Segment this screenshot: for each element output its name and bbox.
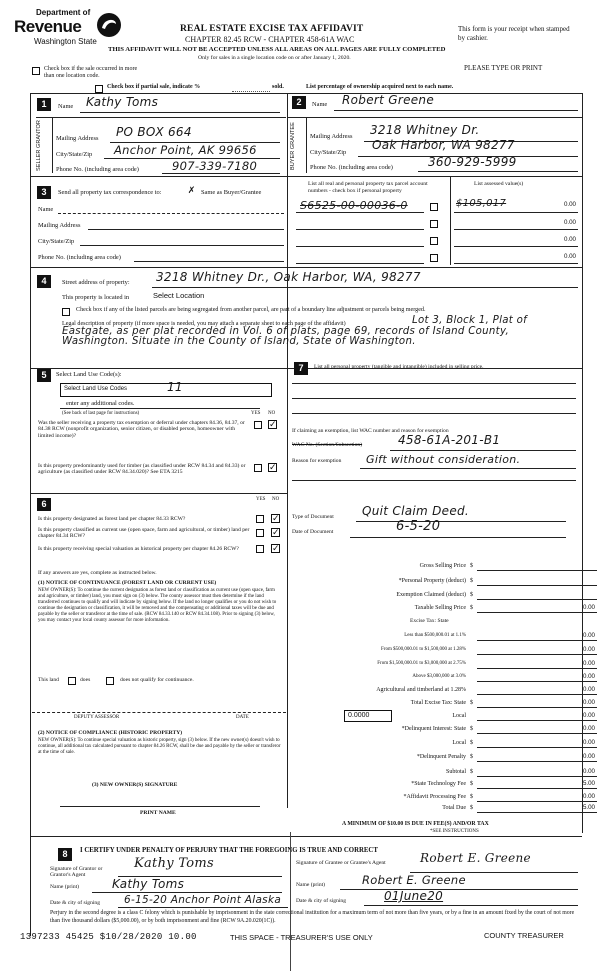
same-as-buyer-label: Same as Buyer/Grantee	[201, 189, 262, 196]
land-use-select-text: Select Land Use Codes	[64, 386, 128, 392]
this-land-label: This land	[38, 677, 59, 683]
tax-row-tech-fee: *State Technology Fee $ 5.00	[411, 780, 595, 787]
see-back-note: (See back of last page for instructions)	[62, 411, 140, 416]
tax-row-t4: Above $3,000,000 at 3.0% 0.00	[412, 673, 595, 680]
buyer-phone-label: Phone No. (including area code)	[310, 164, 393, 171]
section-6-number: 6	[37, 498, 51, 511]
tax-row-taxable[interactable]: Taxable Selling Price $ 0.00	[414, 604, 595, 611]
section-8-number: 8	[58, 848, 72, 861]
partial-sale-checkbox[interactable]	[95, 85, 103, 93]
document-date-label: Date of Document	[292, 529, 334, 535]
tax-row-total-excise: Total Excise Tax: State $ 0.00	[410, 699, 595, 706]
parcel-number[interactable]: S6525-00-00036-0	[300, 199, 408, 212]
tax-row-gross[interactable]: Gross Selling Price $	[289, 561, 599, 573]
tax-row-local: Local 0.00	[452, 712, 595, 719]
segregated-label: Check box if any of the listed parcels are being segregated from another parcel, are part of a boundary line adjustment or parcels being merged.	[76, 307, 426, 313]
buyer-name-label: Name	[312, 101, 328, 108]
land-use-select[interactable]	[60, 380, 272, 397]
assessed-value-1[interactable]: 0.00	[563, 201, 576, 208]
grantor-name[interactable]: Kathy Toms	[112, 877, 185, 891]
grantor-name-label: Name (print)	[50, 884, 80, 890]
partial-sold-label: sold.	[272, 84, 284, 90]
document-type[interactable]: Quit Claim Deed.	[362, 504, 470, 518]
deputy-assessor-label: DEPUTY ASSESSOR	[74, 715, 120, 720]
s6-no-header: NO	[272, 497, 280, 502]
s6-question-3: Is this property receiving special valuation as historical property per chapter 84.26 RCW?	[38, 546, 239, 552]
local-rate-input[interactable]: 0.0000	[344, 710, 392, 722]
land-use-label: Select Land Use Code(s):	[56, 371, 122, 378]
land-does-not-label: does not qualify for continuance.	[120, 677, 194, 683]
segregated-checkbox[interactable]	[62, 308, 70, 316]
tax-row-delinquent-interest: *Delinquent Interest: State $ 0.00	[401, 725, 595, 732]
grantor-signature-label: Signature of Grantor or Grantor's Agent	[50, 866, 103, 879]
seller-city-label: City/State/Zip	[56, 151, 93, 158]
deputy-date-label: DATE	[236, 715, 249, 720]
minimum-due-note: A MINIMUM OF $10.00 IS DUE IN FEE(S) AND/OR TAX	[342, 821, 489, 827]
assessed-value-4[interactable]: 0.00	[563, 253, 576, 260]
parcel-2-personal-checkbox[interactable]	[430, 220, 438, 228]
assessed-value-2[interactable]: 0.00	[563, 219, 576, 226]
tax-row-delinquent-penalty: *Delinquent Penalty $ 0.00	[416, 753, 595, 760]
tax-row-t5: Agricultural and timberland at 1.28% 0.00	[376, 686, 595, 693]
tax-row-subtotal: Subtotal $ 0.00	[445, 768, 595, 775]
wac-number[interactable]: 458-61A-201-B1	[398, 433, 501, 447]
buyer-phone[interactable]: 360-929-5999	[428, 155, 517, 169]
compliance-title: (2) NOTICE OF COMPLIANCE (HISTORIC PROPERTY)	[38, 730, 183, 736]
form-warning: THIS AFFIDAVIT WILL NOT BE ACCEPTED UNLESS ALL AREAS ON ALL PAGES ARE FULLY COMPLETED	[108, 46, 446, 53]
section-7-number: 7	[294, 362, 308, 375]
revenue-swirl-icon	[96, 12, 122, 38]
tax-row-exemption[interactable]: Exemption Claimed (deduct) $	[289, 590, 599, 602]
s5-q2-no[interactable]: ✓	[269, 463, 277, 473]
legal-label: Legal description of property (if more space is needed, you may attach a separate sheet to each page of the affidavit)	[62, 321, 346, 327]
personal-property-label: List all personal property (tangible and intangible) included in selling price.	[314, 364, 484, 370]
dept-line: Department of	[36, 8, 91, 17]
grantee-name-label: Name (print)	[296, 882, 326, 888]
s5-question-1: Was the seller receiving a property tax exemption or deferral under chapters 84.36, 84.37, or 84.38 RCW (nonprofit organization, senior citizen, or disabled person, homeowner with limited income)?	[38, 420, 245, 439]
s6-q1-yes[interactable]	[256, 515, 264, 523]
parcel-1-personal-checkbox[interactable]	[430, 203, 438, 211]
cashier-stamp: 1397233 45425 $10/28/2020 10.00	[20, 932, 197, 942]
wac-label: WAC No. (Section/Subsection)	[292, 442, 363, 448]
percentage-note: List percentage of ownership acquired next to each name.	[306, 84, 454, 90]
seller-side-label: SELLER GRANTOR	[36, 120, 42, 172]
type-or-print: PLEASE TYPE OR PRINT	[464, 64, 543, 72]
multi-location-checkbox[interactable]	[32, 67, 40, 75]
tax-row-t2: From $500,000.01 to $1,500,000 at 1.28% 0.00	[381, 646, 595, 653]
s5-q1-yes[interactable]	[254, 421, 262, 429]
land-does-not-checkbox[interactable]	[106, 677, 114, 685]
s3-name-label: Name	[38, 206, 54, 213]
s6-q2-yes[interactable]	[256, 529, 264, 537]
s6-question-2: Is this property classified as current use (open space, farm and agricultural, or timber) land per chapter 84.34 RCW?	[38, 527, 250, 540]
s3-city-label: City/State/Zip	[38, 238, 75, 245]
assessed-header: List assessed value(s)	[474, 181, 524, 187]
revenue-word: Revenue	[14, 17, 82, 36]
s6-yes-header: YES	[256, 497, 266, 502]
same-as-buyer-checkbox[interactable]: ✗	[187, 186, 196, 196]
located-select[interactable]: Select Location	[153, 291, 205, 300]
assessed-handwritten: $105,017	[456, 198, 507, 209]
seller-city[interactable]: Anchor Point, AK 99656	[114, 143, 257, 157]
grantee-date-city[interactable]: 01June20	[384, 889, 444, 903]
located-label: This property is located in	[62, 294, 130, 301]
perjury-note: Perjury in the second degree is a class C felony which is punishable by imprisonment in the state correctional institution for a maximum term of not more than five years, or by a fine in an amount fixed by the court of not more than five thousand dollars ($5,000.00), or by both imprisonment and fine (RCW 9A.20.020(1C)).	[50, 910, 575, 924]
seller-phone-label: Phone No. (including area code)	[56, 166, 139, 173]
partial-sale-label: Check box if partial sale, indicate %	[107, 84, 201, 90]
continuance-text: NEW OWNER(S): To continue the current designation as forest land or classification as current use (open space, farm and agriculture, or timber) land, you must sign on (3) below. The county assessor must then determine if the land transferred continues to qualify and will indicate by signing below. If the land no longer qualifies or you do not wish to continue the designation or classification, it will be removed and the compensating or additional taxes will be due and payable by the seller or transferor at the time of sale. (RCW 84.33.140 or RCW 84.34.108). Prior to signing (3) below, you may contact your local county assessor for more information.	[38, 588, 277, 624]
seller-mailing-label: Mailing Address	[56, 135, 99, 142]
section-2-number: 2	[292, 96, 306, 109]
section-5-number: 5	[37, 369, 51, 382]
s6-question-1: Is this property designated as forest land per chapter 84.33 RCW?	[38, 516, 186, 522]
land-use-code: 11	[167, 380, 183, 394]
s5-q1-no[interactable]: ✓	[269, 420, 277, 430]
treasurer-space-label: THIS SPACE - TREASURER'S USE ONLY	[230, 933, 373, 942]
reason-value[interactable]: Gift without consideration.	[366, 453, 521, 466]
document-type-label: Type of Document	[292, 514, 334, 520]
parcel-3-personal-checkbox[interactable]	[430, 237, 438, 245]
additional-codes-label: enter any additional codes.	[66, 400, 135, 407]
county-treasurer-label: COUNTY TREASURER	[484, 931, 564, 940]
continuance-title: (1) NOTICE OF CONTINUANCE (FOREST LAND OR CURRENT USE)	[38, 580, 217, 586]
grantor-date-city[interactable]: 6-15-20 Anchor Point Alaska	[124, 894, 282, 906]
compliance-text: NEW OWNER(S): To continue special valuation as historic property, sign (3) below. If the new owner(s) doesn't wish to continue, all additional tax calculated pursuant to chapter 84.26 RCW, shall be due and payable by the seller or transferor at the time of sale.	[38, 738, 281, 756]
grantee-date-label: Date & city of signing	[296, 898, 347, 904]
seller-name[interactable]: Kathy Toms	[86, 95, 159, 109]
s6-q1-no[interactable]: ✓	[272, 514, 280, 524]
grantee-name[interactable]: Robert E. Greene	[362, 873, 466, 887]
form-only-for: Only for sales in a single location code on or after January 1, 2020.	[198, 55, 351, 61]
form-title: REAL ESTATE EXCISE TAX AFFIDAVIT	[180, 24, 364, 34]
reason-label: Reason for exemption	[292, 458, 342, 464]
buyer-mailing-label: Mailing Address	[310, 133, 353, 140]
tax-row-personal[interactable]: *Personal Property (deduct) $	[289, 576, 599, 588]
certify-statement: I CERTIFY UNDER PENALTY OF PERJURY THAT THE FOREGOING IS TRUE AND CORRECT	[80, 847, 378, 854]
buyer-city[interactable]: Oak Harbor, WA 98277	[372, 138, 515, 152]
grantor-date-label: Date & city of signing	[50, 900, 101, 906]
parcel-4-personal-checkbox[interactable]	[430, 254, 438, 262]
tax-row-processing-fee: *Affidavit Processing Fee $ 0.00	[403, 793, 595, 800]
any-yes-note: If any answers are yes, complete as instructed below.	[38, 570, 157, 576]
grantee-signature[interactable]: Robert E. Greene	[420, 851, 531, 865]
assessed-value-3[interactable]: 0.00	[563, 236, 576, 243]
form-chapter: CHAPTER 82.45 RCW - CHAPTER 458-61A WAC	[185, 35, 355, 44]
s3-phone-label: Phone No. (including area code)	[38, 254, 121, 261]
washington-state: Washington State	[34, 37, 97, 46]
parcel-header: List all real and personal property tax parcel account numbers - check box if personal property	[308, 181, 428, 194]
buyer-name[interactable]: Robert Greene	[342, 93, 435, 107]
street-label: Street address of property:	[62, 279, 130, 286]
buyer-side-label: BUYER GRANTEE	[290, 122, 296, 170]
s5-no-header: NO	[268, 411, 276, 416]
claiming-exemption-label: If claiming an exemption, list WAC number and reason for exemption	[292, 428, 449, 434]
document-date[interactable]: 6-5-20	[396, 519, 441, 534]
land-does-checkbox[interactable]	[68, 677, 76, 685]
grantee-signature-label: Signature of Grantee or Grantee's Agent	[296, 860, 386, 866]
section-3-number: 3	[37, 186, 51, 199]
send-correspondence-label: Send all property tax correspondence to:	[58, 189, 162, 196]
buyer-mailing[interactable]: 3218 Whitney Dr.	[370, 123, 480, 137]
s5-yes-header: YES	[251, 411, 261, 416]
excise-header: Excise Tax: State	[410, 618, 449, 624]
tax-row-local-2: Local $ 0.00	[452, 739, 595, 746]
seller-name-label: Name	[58, 103, 74, 110]
street-address[interactable]: 3218 Whitney Dr., Oak Harbor, WA, 98277	[156, 270, 421, 284]
s6-q2-no[interactable]: ✓	[272, 528, 280, 538]
buyer-city-label: City/State/Zip	[310, 149, 347, 156]
tax-row-t1: Less than $500,000.01 at 1.1% 0.00	[404, 632, 595, 639]
grantor-signature[interactable]: Kathy Toms	[134, 856, 215, 871]
section-4-number: 4	[37, 275, 51, 288]
s6-q3-yes[interactable]	[256, 545, 264, 553]
see-instructions-note: *SEE INSTRUCTIONS	[430, 829, 479, 834]
seller-phone[interactable]: 907-339-7180	[172, 159, 258, 173]
multi-location-label: Check box if the sale occurred in more than one location code.	[44, 66, 138, 79]
tax-row-total-due: Total Due $ 5.00	[442, 804, 595, 811]
seller-mailing[interactable]: PO BOX 664	[116, 125, 192, 139]
tax-row-t3: From $1,500,000.01 to $3,000,000 at 2.75% 0.00	[377, 660, 595, 667]
revenue-logo	[14, 6, 126, 50]
section-1-number: 1	[37, 98, 51, 111]
new-owner-signature-label: (3) NEW OWNER(S) SIGNATURE	[92, 782, 178, 788]
s5-question-2: Is this property predominantly used for timber (as classified under RCW 84.34 and 84.33) or agriculture (as classified under RCW 84.34.020)? See ETA 3215	[38, 463, 246, 476]
s3-mailing-label: Mailing Address	[38, 222, 81, 229]
s6-q3-no[interactable]: ✓	[272, 544, 280, 554]
s5-q2-yes[interactable]	[254, 464, 262, 472]
land-does-label: does	[80, 677, 91, 683]
receipt-note: This form is your receipt when stamped by cashier.	[458, 25, 570, 43]
print-name-label: PRINT NAME	[140, 810, 176, 816]
legal-description[interactable]: Lot 3, Block 1, Plat of Eastgate, as per plat recorded in Vol. 6 of plats, page 69, records of Island County, Washington. Situate in the County of Island, State of Washington.	[62, 315, 528, 347]
